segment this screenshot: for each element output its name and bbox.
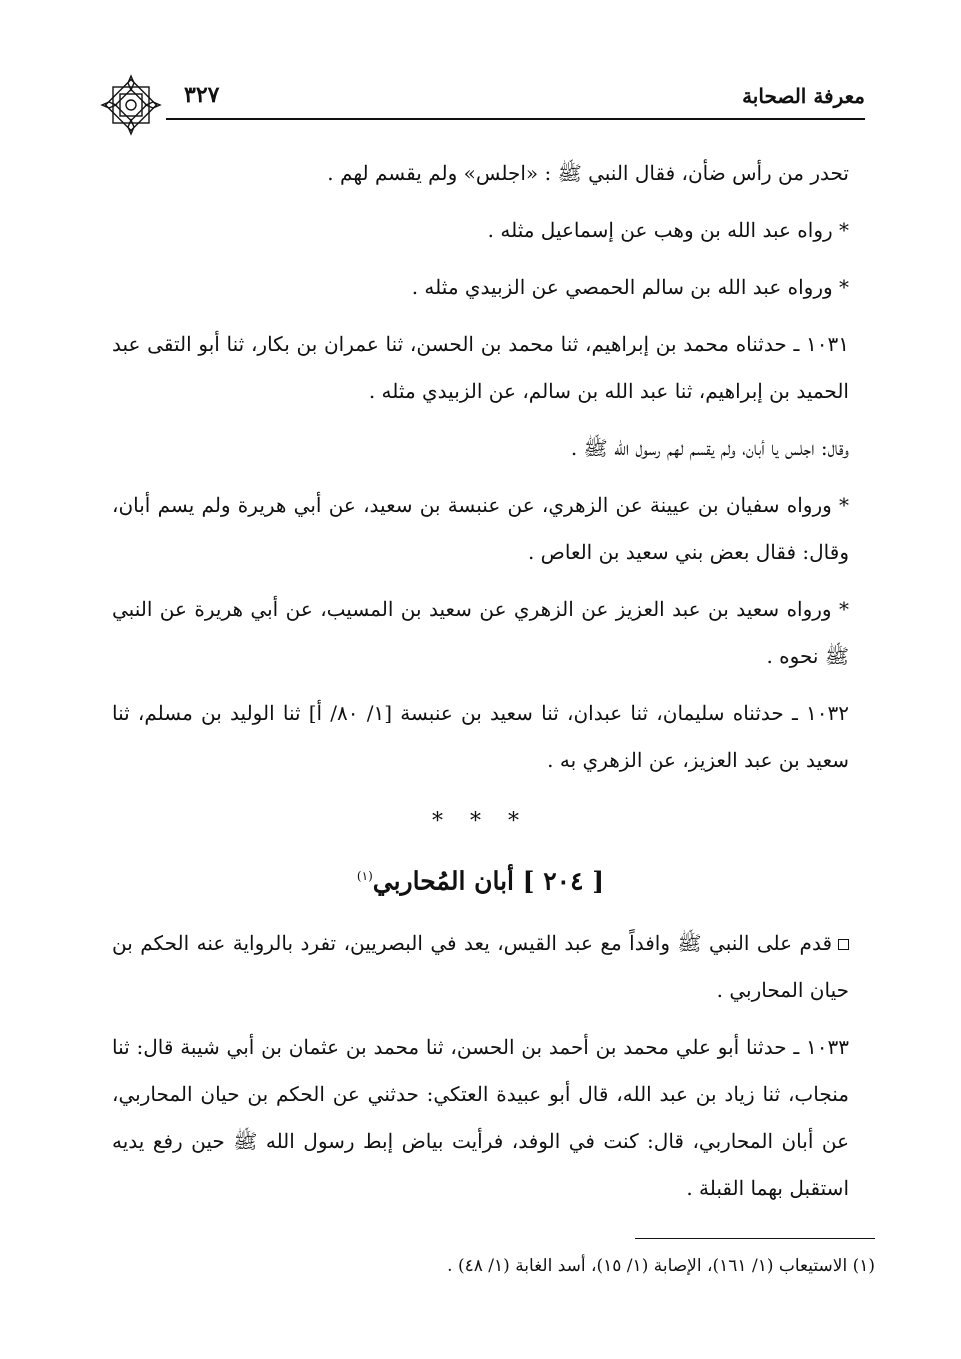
- hadith-text: ـ حدثناه محمد بن إبراهيم، ثنا محمد بن الحسن، ثنا عمران بن بكار، ثنا أبو التقى عبد الحميد بن إبراهيم، ثنا عبد الله بن سالم، عن الزبيدي مثله .: [112, 332, 849, 403]
- entry-intro: [112, 920, 849, 1014]
- entry-heading: [112, 853, 849, 904]
- hadith-1033: [112, 1024, 849, 1212]
- footnote-ref: (١): [356, 869, 373, 883]
- paragraph-3: * ورواه عبد الله بن سالم الحمصي عن الزبيدي مثله .: [411, 275, 849, 299]
- hadith-text: ـ حدثنا أبو علي محمد بن أحمد بن الحسن، ثنا محمد بن عثمان بن أبي شيبة قال: ثنا منجاب، ثنا زياد بن عبد الله، قال أبو عبيدة العتكي: حدثني عن الحكم بن حيان المحاربي، عن أبان المحاربي، قال: كنت في الوفد، فرأيت بياض إبط رسول الله ﷺ حين رفع يديه استقبل بهما القبلة .: [112, 1035, 849, 1201]
- hadith-number: ١٠٣٣: [806, 1035, 849, 1060]
- ornament-icon: [96, 70, 166, 140]
- hadith-1031: [112, 321, 849, 415]
- page-header: [96, 78, 865, 128]
- entry-title: [ ٢٠٤ ] أبان المُحاربي: [372, 866, 605, 896]
- running-title: معرفة الصحابة: [742, 84, 865, 108]
- paragraph-5: وقال: اجلس يا أبان، ولم يقسم لهم رسول الله ﷺ .: [570, 436, 849, 460]
- entry-intro-text: قدم على النبي ﷺ وافداً مع عبد القيس، يعد في البصريين، تفرد بالرواية عنه الحكم بن حيان المحاربي .: [112, 931, 849, 1003]
- page-number: ٣٢٧: [184, 82, 220, 108]
- paragraph-1: تحدر من رأس ضأن، فقال النبي ﷺ : «اجلس» ولم يقسم لهم .: [327, 161, 849, 185]
- hadith-number: ١٠٣١: [806, 332, 849, 356]
- section-divider-stars: * * *: [432, 809, 529, 834]
- header-rule: [166, 118, 865, 120]
- paragraph-2: * رواه عبد الله بن وهب عن إسماعيل مثله .: [487, 218, 849, 242]
- hadith-number: ١٠٣٢: [806, 701, 849, 725]
- footnote: (١) الاستيعاب (١/ ١٦١)، الإصابة (١/ ١٥)، أسد الغابة (١/ ٤٨) .: [447, 1256, 875, 1276]
- square-marker-icon: [838, 939, 849, 950]
- paragraph-6: * ورواه سفيان بن عيينة عن الزهري، عن عنبسة بن سعيد، عن أبي هريرة ولم يسم أبان، وقال: فقال بعض بني سعيد بن العاص .: [112, 493, 849, 564]
- hadith-1032: [112, 690, 849, 784]
- paragraph-7: * ورواه سعيد بن عبد العزيز عن الزهري عن سعيد بن المسيب، عن أبي هريرة عن النبي ﷺ نحوه .: [112, 597, 849, 668]
- page-body: [112, 150, 849, 1212]
- footnote-rule: [635, 1238, 875, 1239]
- hadith-text: ـ حدثناه سليمان، ثنا عبدان، ثنا سعيد بن عنبسة [١/ ٨٠/ أ] ثنا الوليد بن مسلم، ثنا سعيد بن عبد العزيز، عن الزهري به .: [112, 701, 849, 772]
